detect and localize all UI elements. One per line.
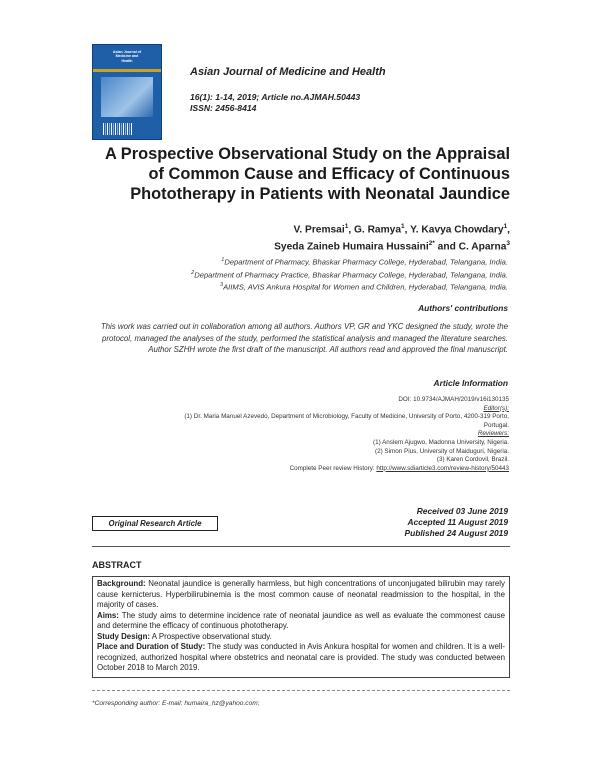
cover-title-line: Medicine and	[115, 54, 139, 59]
author-sup: 1	[400, 223, 405, 230]
abstract-label: Place and Duration of Study:	[97, 642, 206, 651]
contributions-heading: Authors' contributions	[418, 303, 508, 313]
abstract-section	[97, 642, 505, 674]
author-line-2	[150, 237, 510, 254]
cover-band	[93, 69, 161, 72]
author-name: Y. Kavya Chowdary	[410, 224, 504, 236]
journal-cover-image	[92, 44, 162, 140]
abstract-section	[97, 579, 505, 611]
affiliation-text: Department of Pharmacy, Bhaskar Pharmacy College, Hyderabad, Telangana, India.	[224, 257, 508, 267]
author-separator: ,	[507, 224, 510, 236]
corresponding-author: *Corresponding author: E-mail: humaira_hz@yahoo.com;	[92, 700, 260, 707]
author-name: Syeda Zaineb Humaira Hussaini	[274, 241, 429, 253]
title-line: A Prospective Observational Study on the Appraisal	[104, 145, 510, 163]
title-line: of Common Cause and Efficacy of Continuous	[148, 165, 510, 183]
published-date: Published 24 August 2019	[404, 528, 508, 538]
article-information-heading: Article Information	[433, 378, 508, 388]
contributions-text: This work was carried out in collaboration among all authors. Authors VP, GR and YKC designed the study, wrote the protocol, managed the analyses of the study, performed the statistical analysis and managed the literature searches. Author SZHH wrote the first draft of the manuscript. All authors read and approved the final manuscript.	[100, 322, 508, 354]
affiliations	[90, 255, 508, 293]
cover-title-line: Health	[121, 58, 133, 63]
affiliation-text: Department of Pharmacy Practice, Bhaskar Pharmacy College, Hyderabad, Telangana, India.	[194, 270, 508, 280]
abstract-label: Study Design:	[97, 631, 151, 641]
publication-dates	[405, 506, 508, 539]
affiliation-sup: 2	[191, 269, 195, 276]
footnote-divider	[92, 690, 510, 691]
abstract-section	[97, 611, 505, 632]
author-separator: ,	[348, 224, 354, 236]
affiliation	[90, 255, 508, 268]
issn: ISSN: 2456-8414	[190, 103, 257, 113]
author-name: C. Aparna	[458, 241, 507, 253]
reviewer: (3) Karen Cordovil, Brazil.	[436, 456, 509, 464]
affiliation	[90, 280, 508, 293]
abstract-text: The study was conducted in Avis Ankura hospital for women and children. It is a well-recognized, authorized hospital where obstetrics and neonatal care is provided. The study was conducted between October 2018 to March 2019.	[97, 642, 505, 672]
history-label: Complete Peer review History:	[289, 464, 377, 472]
editor-line: (1) Dr. Maria Manuel Azevedo, Department of Microbiology, Faculty of Medicine, University of Porto, 4200-319 Porto,	[184, 413, 509, 421]
abstract-section	[97, 632, 505, 643]
editors-label: Editor(s):	[483, 404, 509, 412]
reviewer: (2) Simon Pius, University of Maiduguri, Nigeria.	[374, 447, 509, 455]
cover-artwork	[101, 77, 153, 117]
author-line-1	[150, 220, 510, 237]
cover-title	[97, 50, 157, 63]
affiliation-text: AIIMS, AVIS Ankura Hospital for Women and Children, Hyderabad, Telangana, India.	[223, 282, 508, 292]
peer-review-history	[92, 465, 509, 474]
author-sup: 1	[344, 223, 349, 230]
abstract-box	[92, 576, 510, 678]
article-type-badge: Original Research Article	[92, 516, 218, 531]
doi: DOI: 10.9734/AJMAH/2019/v16i130135	[398, 396, 509, 403]
cover-title-line: Asian Journal of	[112, 50, 142, 54]
author-and: and	[434, 241, 459, 253]
affiliation-sup: 1	[221, 257, 225, 263]
affiliation	[90, 268, 508, 281]
title-line: Phototherapy in Patients with Neonatal Jaundice	[130, 185, 510, 203]
article-information-details	[92, 396, 509, 473]
journal-name: Asian Journal of Medicine and Health	[190, 66, 386, 78]
author-list	[150, 220, 510, 255]
affiliation-sup: 3	[220, 282, 224, 289]
journal-issue-info	[190, 92, 360, 114]
reviewers-label: Reviewers:	[477, 430, 509, 438]
author-name: G. Ramya	[353, 224, 401, 236]
author-sup: 1	[503, 223, 508, 230]
history-link[interactable]: http://www.sdiarticle3.com/review-history/50443	[376, 464, 509, 472]
abstract-label: Aims:	[97, 610, 119, 620]
paper-title	[70, 144, 510, 204]
author-separator: ,	[404, 224, 411, 236]
abstract-heading: ABSTRACT	[92, 560, 142, 570]
abstract-label: Background:	[97, 579, 146, 588]
author-name: V. Premsai	[293, 224, 345, 236]
received-date: Received 03 June 2019	[416, 506, 508, 516]
abstract-text: A Prospective observational study.	[150, 631, 272, 641]
author-sup: 3	[506, 240, 510, 248]
issue-citation: 16(1): 1-14, 2019; Article no.AJMAH.50443	[190, 92, 361, 102]
abstract-text: The study aims to determine incidence rate of neonatal jaundice as well as evaluate the commonest cause and determine the efficacy of continuous phototherapy.	[97, 610, 505, 630]
cover-barcode-icon	[103, 123, 133, 135]
divider	[92, 546, 510, 547]
abstract-text: Neonatal jaundice is generally harmless, but high concentrations of unconjugated bilirubin may rarely cause kernicterus. Hyperbilirubinemia is the most common cause of neonatal readmission to the hospital, in the majority of cases.	[97, 579, 505, 609]
author-sup: 2*	[428, 240, 435, 248]
accepted-date: Accepted 11 August 2019	[407, 517, 508, 527]
reviewer: (1) Anslem Ajugwo, Madonna University, Nigeria.	[372, 438, 509, 446]
editor-line: Portugal.	[483, 421, 509, 429]
